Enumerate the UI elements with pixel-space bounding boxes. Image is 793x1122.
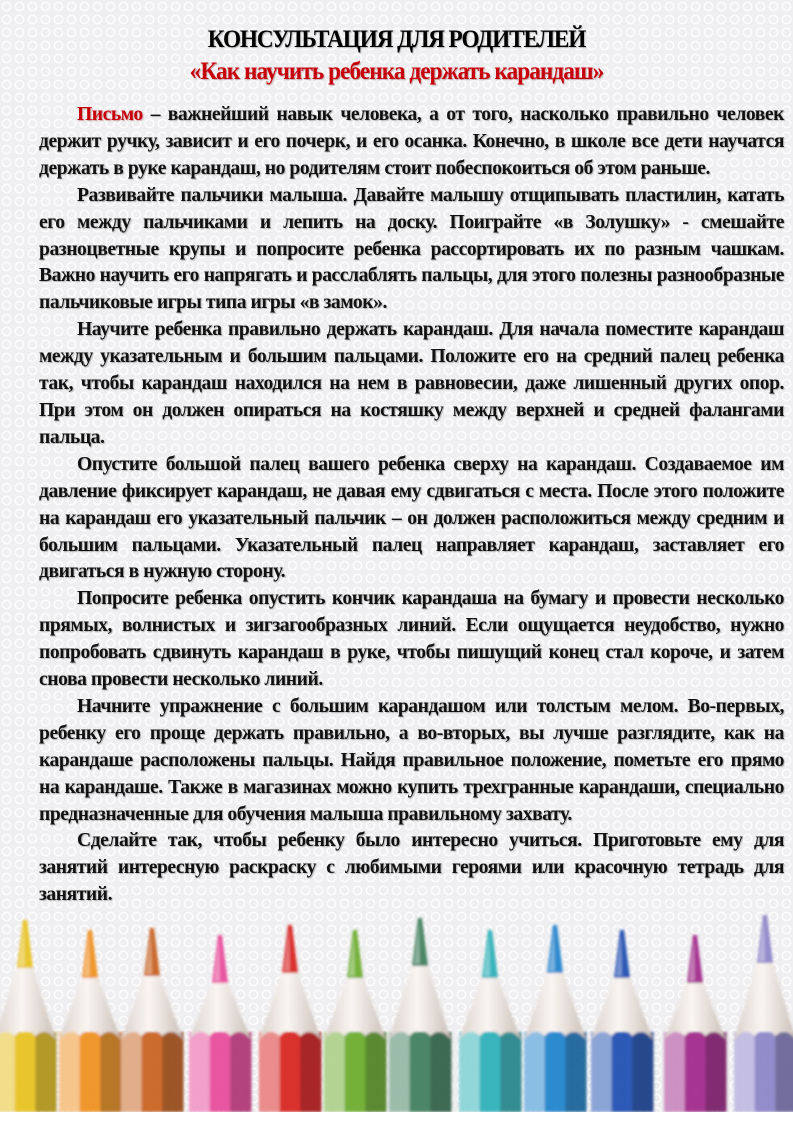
paragraph-intro [39, 102, 784, 183]
paragraph-interest: Сделайте так, чтобы ребенку было интересно учиться. Приготовьте ему для занятий интересную раскраску с любимыми героями или красочную тетрадь для занятий. [39, 830, 784, 906]
page-title: КОНСУЛЬТАЦИЯ ДЛЯ РОДИТЕЛЕЙ [207, 26, 586, 53]
paragraph-text: – важнейший навык человека, а от того, насколько правильно человек держит ручку, зависит и его почерк, и его осанка. Конечно, в школе все дети научатся держать в руке карандаш, но родителям стоит побеспокоиться об этом раньше. [39, 104, 784, 179]
paragraph-holding: Научите ребенка правильно держать карандаш. Для начала поместите карандаш между указательным и большим пальцами. Положите его на средний палец ребенка так, чтобы карандаш находился на нем в равновесии, даже лишенный других опор. При этом он должен опираться на костяшку между верхней и средней фалангами пальца. [39, 319, 784, 448]
lead-word-writing: Письмо [77, 104, 143, 125]
page-subtitle: «Как научить ребенка держать карандаш» [189, 58, 604, 85]
article-body [39, 102, 784, 909]
paragraph-thumb: Опустите большой палец вашего ребенка сверху на карандаш. Создаваемое им давление фиксирует карандаш, не давая ему сдвигаться с места. После этого положите на карандаш его указательный пальчик – он должен расположиться между средним и большим пальцами. Указательный палец направляет карандаш, заставляет его двигаться в нужную сторону. [39, 453, 784, 583]
paragraph-fingers: Развивайте пальчики малыша. Давайте малышу отщипывать пластилин, катать его между пальчиками и лепить на доску. Поиграйте «в Золушку» - смешайте разноцветные крупы и попросите ребенка рассортировать их по разным чашкам. Важно научить его напрягать и расслаблять пальцы, для этого полезны разнообразные пальчиковые игры типа игры «в замок». [39, 184, 784, 314]
bottom-margin [0, 1112, 793, 1122]
paragraph-chalk: Начните упражнение с большим карандашом или толстым мелом. Во-первых, ребенку его проще держать правильно, а во-вторых, вы лучше разглядите, как на карандаше расположены пальцы. Найдя правильное положение, пометьте его прямо на карандаше. Также в магазинах можно купить трехгранные карандаши, специально предназначенные для обучения малыша правильному захвату. [39, 695, 784, 825]
paragraph-lines: Попросите ребенка опустить кончик карандаша на бумагу и провести несколько прямых, волнистых и зигзагообразных линий. Если ощущается неудобство, нужно попробовать сдвинуть карандаш в руке, чтобы пишущий конец стал короче, и затем снова провести несколько линий. [39, 588, 784, 691]
